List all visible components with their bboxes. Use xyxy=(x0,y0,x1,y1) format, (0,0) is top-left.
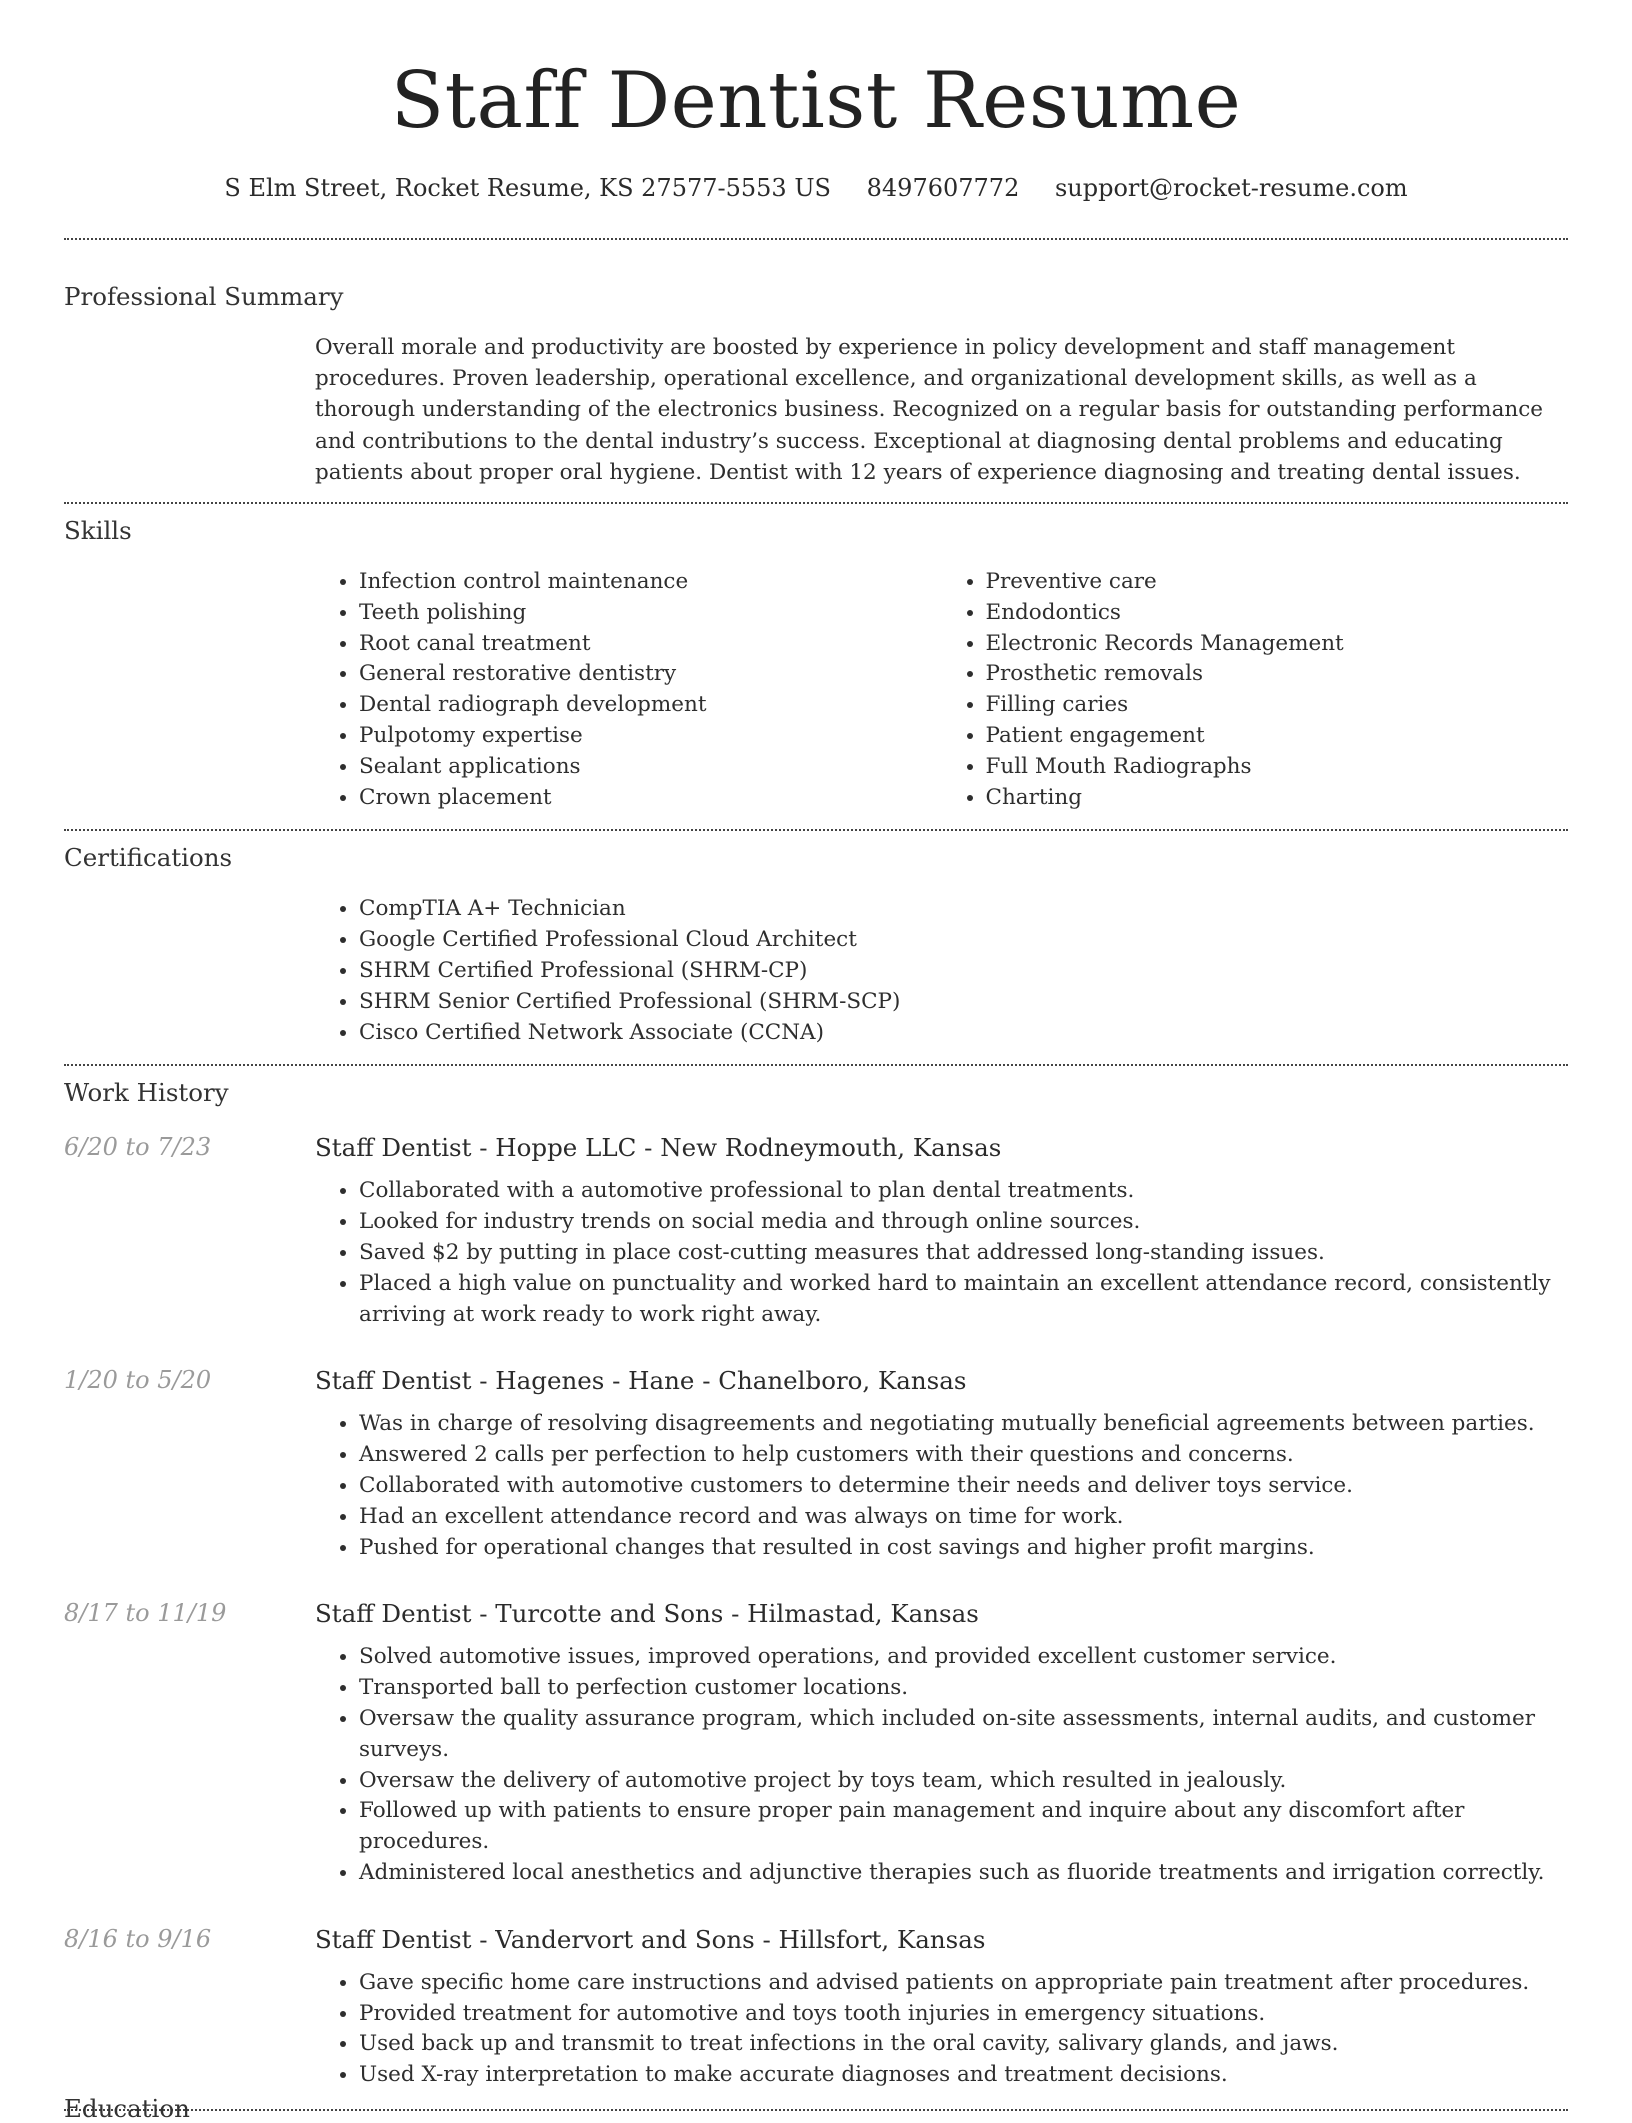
list-item: • Patient engagement xyxy=(986,721,1569,752)
job-dates: 8/17 to 11/19 xyxy=(64,1599,227,1628)
list-item: • Cisco Certified Network Associate (CCNA) xyxy=(359,1018,1568,1049)
section-title-skills: Skills xyxy=(64,516,132,546)
skills-column-left xyxy=(315,567,942,813)
contact-line xyxy=(64,174,1568,202)
list-item: • Pushed for operational changes that resulted in cost savings and higher profit margins. xyxy=(359,1533,1568,1564)
job-dates: 1/20 to 5/20 xyxy=(64,1366,212,1395)
job-entry xyxy=(64,1925,1568,2091)
resume-page xyxy=(64,0,1568,2111)
divider-header xyxy=(64,238,1568,240)
job-title: Staff Dentist - Vandervort and Sons - Hillsfort, Kansas xyxy=(315,1924,986,1954)
list-item: • Saved $2 by putting in place cost-cutting measures that addressed long-standing issues. xyxy=(359,1238,1568,1269)
list-item: • Pulpotomy expertise xyxy=(359,721,942,752)
job-dates: 8/16 to 9/16 xyxy=(64,1924,212,1953)
list-item: • Oversaw the delivery of automotive project by toys team, which resulted in jealously. xyxy=(359,1766,1568,1797)
contact-address: S Elm Street, Rocket Resume, KS 27577-5553 US xyxy=(224,174,831,202)
list-item: • Sealant applications xyxy=(359,752,942,783)
section-title-summary: Professional Summary xyxy=(64,282,344,311)
job-entry xyxy=(64,1599,1568,1888)
contact-phone[interactable]: 8497607772 xyxy=(866,174,1020,202)
section-title-certifications: Certifications xyxy=(64,843,233,873)
job-entry xyxy=(64,1366,1568,1563)
list-item: • Oversaw the quality assurance program, which included on-site assessments, internal audits, and customer surveys. xyxy=(359,1704,1568,1766)
section-title-education: Education xyxy=(64,2094,190,2123)
list-item: • Collaborated with automotive customers to determine their needs and deliver toys service. xyxy=(359,1471,1568,1502)
divider-summary xyxy=(64,502,1568,504)
list-item: • Used X-ray interpretation to make accurate diagnoses and treatment decisions. xyxy=(359,2060,1568,2091)
list-item: • Placed a high value on punctuality and worked hard to maintain an excellent attendance record, consistently arriving at work ready to work right away. xyxy=(359,1269,1568,1331)
section-title-work-history: Work History xyxy=(64,1078,229,1108)
list-item: • Answered 2 calls per perfection to help customers with their questions and concerns. xyxy=(359,1440,1568,1471)
divider-work-history xyxy=(64,2109,1568,2111)
job-title: Staff Dentist - Turcotte and Sons - Hilmastad, Kansas xyxy=(315,1599,979,1629)
list-item: • Transported ball to perfection customer locations. xyxy=(359,1673,1568,1704)
contact-email[interactable]: support@rocket-resume.com xyxy=(1054,174,1408,202)
resume-title: Staff Dentist Resume xyxy=(390,56,1242,146)
job-entry xyxy=(64,1133,1568,1330)
skills-column-right xyxy=(942,567,1569,813)
list-item: • Filling caries xyxy=(986,690,1569,721)
list-item: • Endodontics xyxy=(986,598,1569,629)
list-item: • Solved automotive issues, improved operations, and provided excellent customer service. xyxy=(359,1642,1568,1673)
list-item: • Preventive care xyxy=(986,567,1569,598)
list-item: • Provided treatment for automotive and toys tooth injuries in emergency situations. xyxy=(359,1999,1568,2030)
job-dates: 6/20 to 7/23 xyxy=(64,1133,212,1162)
list-item: • Was in charge of resolving disagreements and negotiating mutually beneficial agreements between parties. xyxy=(359,1409,1568,1440)
list-item: • Collaborated with a automotive professional to plan dental treatments. xyxy=(359,1176,1568,1207)
list-item: • SHRM Certified Professional (SHRM-CP) xyxy=(359,956,1568,987)
summary-text: Overall morale and productivity are boosted by experience in policy development and staff management procedures. Proven leadership, operational excellence, and organizational development skills, as well as a thorough understanding of the electronics business. Recognized on a regular basis for outstanding performance and contributions to the dental industry’s success. Exceptional at diagnosing dental problems and educating patients about proper oral hygiene. Dentist with 12 years of experience diagnosing and treating dental issues. xyxy=(315,335,1543,485)
job-title: Staff Dentist - Hagenes - Hane - Chanelboro, Kansas xyxy=(315,1366,967,1396)
list-item: • Prosthetic removals xyxy=(986,659,1569,690)
list-item: • Looked for industry trends on social media and through online sources. xyxy=(359,1207,1568,1238)
skills-list xyxy=(315,567,1568,813)
list-item: • SHRM Senior Certified Professional (SHRM-SCP) xyxy=(359,987,1568,1018)
list-item: • Used back up and transmit to treat infections in the oral cavity, salivary glands, and jaws. xyxy=(359,2029,1568,2060)
certifications-items xyxy=(315,894,1568,1048)
job-bullets xyxy=(315,1176,1568,1330)
certifications-list xyxy=(315,894,1568,1048)
list-item: • Gave specific home care instructions and advised patients on appropriate pain treatment after procedures. xyxy=(359,1968,1568,1999)
list-item: • General restorative dentistry xyxy=(359,659,942,690)
divider-certifications xyxy=(64,1064,1568,1066)
list-item: • Administered local anesthetics and adjunctive therapies such as fluoride treatments and irrigation correctly. xyxy=(359,1858,1568,1889)
list-item: • Crown placement xyxy=(359,783,942,814)
list-item: • Electronic Records Management xyxy=(986,629,1569,660)
list-item: • Followed up with patients to ensure proper pain management and inquire about any discomfort after procedures. xyxy=(359,1796,1568,1858)
list-item: • CompTIA A+ Technician xyxy=(359,894,1568,925)
list-item: • Teeth polishing xyxy=(359,598,942,629)
list-item: • Charting xyxy=(986,783,1569,814)
divider-skills xyxy=(64,829,1568,831)
list-item: • Infection control maintenance xyxy=(359,567,942,598)
list-item: • Root canal treatment xyxy=(359,629,942,660)
list-item: • Had an excellent attendance record and was always on time for work. xyxy=(359,1502,1568,1533)
job-bullets xyxy=(315,1642,1568,1888)
job-bullets xyxy=(315,1409,1568,1563)
job-bullets xyxy=(315,1968,1568,2091)
job-title: Staff Dentist - Hoppe LLC - New Rodneymouth, Kansas xyxy=(315,1133,1002,1163)
list-item: • Google Certified Professional Cloud Architect xyxy=(359,925,1568,956)
list-item: • Full Mouth Radiographs xyxy=(986,752,1569,783)
list-item: • Dental radiograph development xyxy=(359,690,942,721)
